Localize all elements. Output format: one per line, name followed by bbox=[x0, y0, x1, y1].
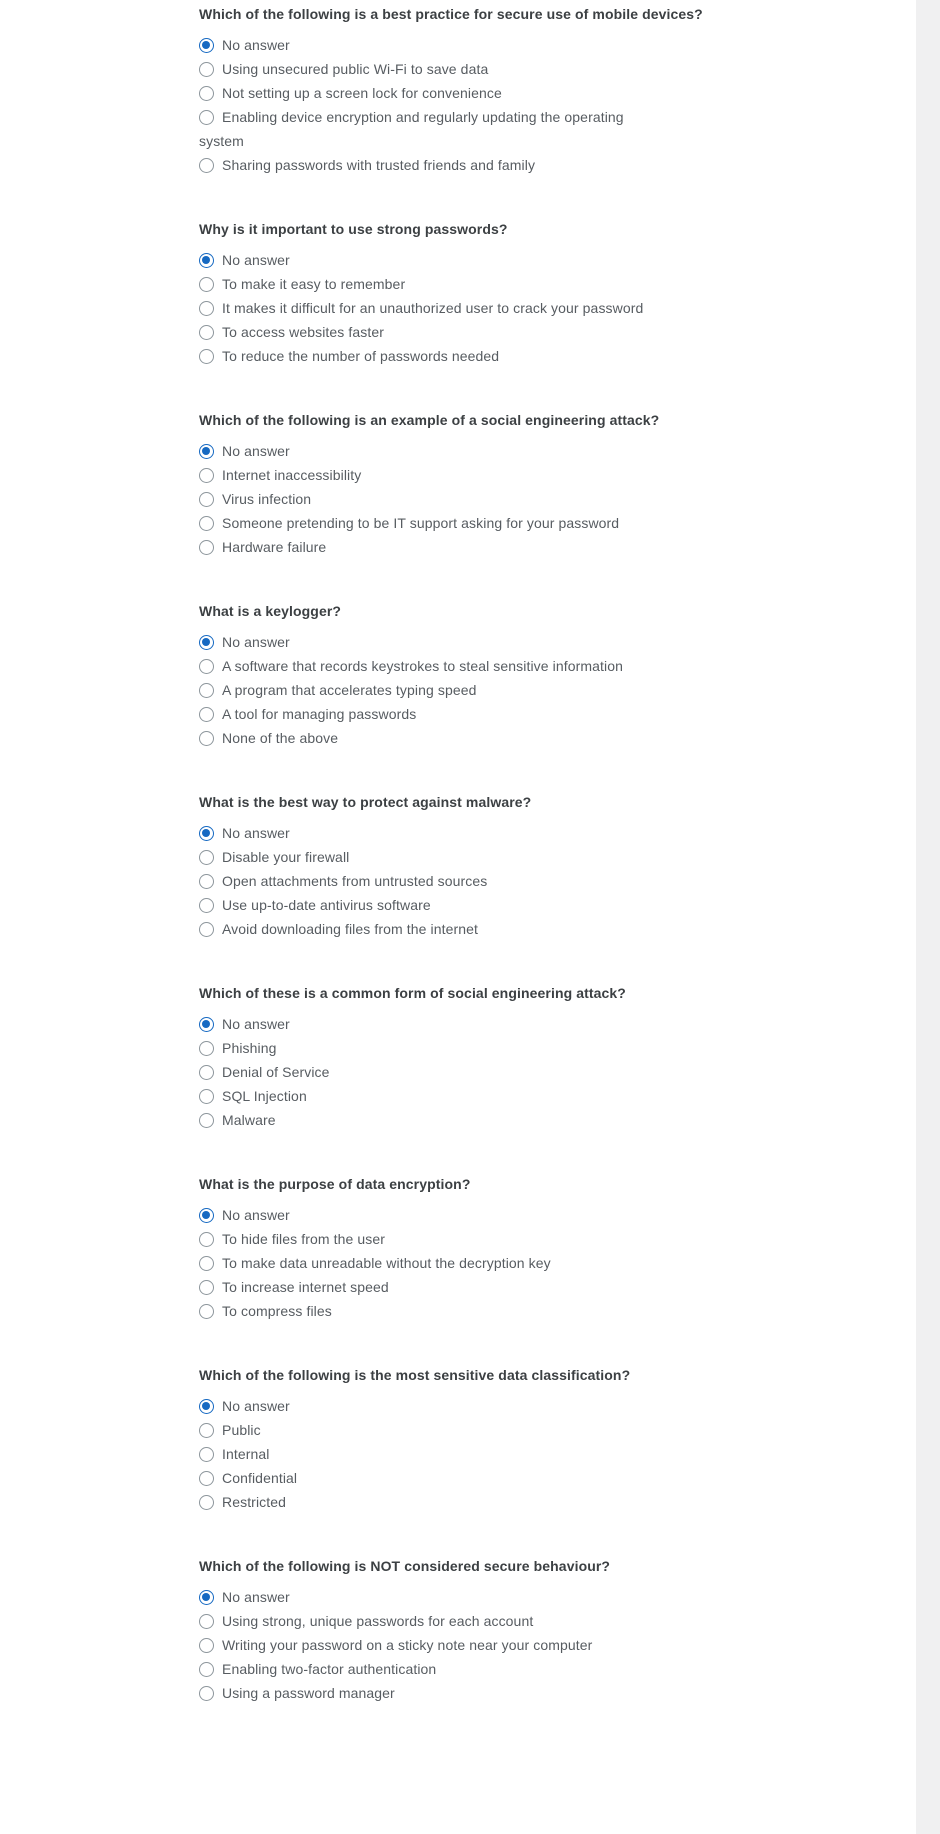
radio-button-icon[interactable] bbox=[199, 468, 214, 483]
radio-button-icon[interactable] bbox=[199, 1495, 214, 1510]
option-label: To compress files bbox=[222, 1303, 332, 1319]
option-label: SQL Injection bbox=[222, 1088, 307, 1104]
option-label: Phishing bbox=[222, 1040, 277, 1056]
option-group bbox=[199, 248, 644, 368]
radio-button-icon[interactable] bbox=[199, 1208, 214, 1223]
radio-button-icon[interactable] bbox=[199, 898, 214, 913]
radio-button-icon[interactable] bbox=[199, 1089, 214, 1104]
option-label: To reduce the number of passwords needed bbox=[222, 348, 500, 364]
radio-option[interactable] bbox=[199, 1251, 644, 1275]
radio-option[interactable] bbox=[199, 1466, 644, 1490]
radio-button-icon[interactable] bbox=[199, 683, 214, 698]
question-title: What is a keylogger? bbox=[199, 603, 342, 619]
radio-option[interactable] bbox=[199, 654, 644, 678]
option-label: Sharing passwords with trusted friends and family bbox=[222, 157, 536, 173]
radio-button-icon[interactable] bbox=[199, 1017, 214, 1032]
radio-button-icon[interactable] bbox=[199, 1614, 214, 1629]
option-label: Someone pretending to be IT support asking for your password bbox=[222, 515, 620, 531]
option-label: A program that accelerates typing speed bbox=[222, 682, 477, 698]
option-label: Using unsecured public Wi-Fi to save data bbox=[222, 61, 489, 77]
radio-option[interactable] bbox=[199, 845, 644, 869]
radio-option[interactable] bbox=[199, 153, 644, 177]
radio-button-icon[interactable] bbox=[199, 850, 214, 865]
radio-option[interactable] bbox=[199, 81, 644, 105]
page-gutter bbox=[916, 0, 940, 1834]
option-label: To increase internet speed bbox=[222, 1279, 389, 1295]
option-label: No answer bbox=[222, 443, 290, 459]
radio-button-icon[interactable] bbox=[199, 516, 214, 531]
option-label: Avoid downloading files from the internet bbox=[222, 921, 478, 937]
option-group bbox=[199, 630, 644, 750]
option-label: A software that records keystrokes to steal sensitive information bbox=[222, 658, 624, 674]
radio-button-icon[interactable] bbox=[199, 62, 214, 77]
option-label: To hide files from the user bbox=[222, 1231, 385, 1247]
option-label: Denial of Service bbox=[222, 1064, 330, 1080]
question-title: Why is it important to use strong passwords? bbox=[199, 221, 508, 237]
question-block bbox=[199, 4, 714, 177]
option-label: Virus infection bbox=[222, 491, 312, 507]
radio-button-icon[interactable] bbox=[199, 444, 214, 459]
radio-button-icon[interactable] bbox=[199, 635, 214, 650]
option-label: Writing your password on a sticky note near your computer bbox=[222, 1637, 593, 1653]
option-label: No answer bbox=[222, 37, 290, 53]
option-group bbox=[199, 1585, 644, 1705]
radio-button-icon[interactable] bbox=[199, 659, 214, 674]
radio-option[interactable] bbox=[199, 57, 644, 81]
radio-button-icon[interactable] bbox=[199, 1280, 214, 1295]
radio-button-icon[interactable] bbox=[199, 731, 214, 746]
option-label: Using strong, unique passwords for each account bbox=[222, 1613, 534, 1629]
option-label: No answer bbox=[222, 1398, 290, 1414]
option-label: To make data unreadable without the decryption key bbox=[222, 1255, 551, 1271]
option-label: Internal bbox=[222, 1446, 270, 1462]
radio-button-icon[interactable] bbox=[199, 1113, 214, 1128]
radio-button-icon[interactable] bbox=[199, 1686, 214, 1701]
option-label: Disable your firewall bbox=[222, 849, 350, 865]
option-label: Enabling device encryption and regularly updating the operating system bbox=[199, 109, 624, 149]
radio-option[interactable] bbox=[199, 1490, 644, 1514]
radio-option[interactable] bbox=[199, 487, 644, 511]
radio-button-icon[interactable] bbox=[199, 1662, 214, 1677]
radio-option[interactable] bbox=[199, 1036, 644, 1060]
option-label: No answer bbox=[222, 1589, 290, 1605]
option-label: Public bbox=[222, 1422, 261, 1438]
option-label: Open attachments from untrusted sources bbox=[222, 873, 488, 889]
radio-button-icon[interactable] bbox=[199, 1638, 214, 1653]
radio-option[interactable] bbox=[199, 702, 644, 726]
question-block bbox=[199, 601, 714, 750]
radio-option[interactable] bbox=[199, 511, 644, 535]
question-block bbox=[199, 1174, 714, 1323]
radio-button-icon[interactable] bbox=[199, 1423, 214, 1438]
radio-button-icon[interactable] bbox=[199, 1590, 214, 1605]
question-title: Which of the following is NOT considered secure behaviour? bbox=[199, 1558, 611, 1574]
option-label: Malware bbox=[222, 1112, 276, 1128]
radio-option[interactable] bbox=[199, 320, 644, 344]
radio-option[interactable] bbox=[199, 1084, 644, 1108]
option-label: Enabling two-factor authentication bbox=[222, 1661, 437, 1677]
radio-option[interactable] bbox=[199, 1609, 644, 1633]
radio-option[interactable] bbox=[199, 1275, 644, 1299]
option-label: Internet inaccessibility bbox=[222, 467, 362, 483]
radio-option[interactable] bbox=[199, 1060, 644, 1084]
option-label: No answer bbox=[222, 825, 290, 841]
question-block bbox=[199, 792, 714, 941]
radio-button-icon[interactable] bbox=[199, 1304, 214, 1319]
option-group bbox=[199, 33, 644, 177]
option-label: Hardware failure bbox=[222, 539, 327, 555]
option-label: Use up-to-date antivirus software bbox=[222, 897, 431, 913]
radio-option[interactable] bbox=[199, 821, 644, 845]
question-block bbox=[199, 983, 714, 1132]
question-block bbox=[199, 1556, 714, 1705]
option-label: No answer bbox=[222, 1016, 290, 1032]
radio-button-icon[interactable] bbox=[199, 1065, 214, 1080]
option-label: Confidential bbox=[222, 1470, 298, 1486]
radio-option[interactable] bbox=[199, 1012, 644, 1036]
option-label: To make it easy to remember bbox=[222, 276, 406, 292]
option-label: Using a password manager bbox=[222, 1685, 395, 1701]
option-label: Restricted bbox=[222, 1494, 287, 1510]
radio-button-icon[interactable] bbox=[199, 1041, 214, 1056]
radio-option[interactable] bbox=[199, 105, 644, 153]
option-label: It makes it difficult for an unauthorized user to crack your password bbox=[222, 300, 644, 316]
radio-option[interactable] bbox=[199, 248, 644, 272]
radio-option[interactable] bbox=[199, 630, 644, 654]
radio-button-icon[interactable] bbox=[199, 277, 214, 292]
radio-button-icon[interactable] bbox=[199, 253, 214, 268]
radio-button-icon[interactable] bbox=[199, 1471, 214, 1486]
radio-button-icon[interactable] bbox=[199, 110, 214, 125]
radio-button-icon[interactable] bbox=[199, 86, 214, 101]
radio-button-icon[interactable] bbox=[199, 38, 214, 53]
question-title: Which of the following is a best practice for secure use of mobile devices? bbox=[199, 6, 703, 22]
option-label: No answer bbox=[222, 634, 290, 650]
question-block bbox=[199, 410, 714, 559]
option-label: No answer bbox=[222, 1207, 290, 1223]
radio-button-icon[interactable] bbox=[199, 349, 214, 364]
question-title: Which of the following is an example of a social engineering attack? bbox=[199, 412, 660, 428]
option-group bbox=[199, 1203, 644, 1323]
option-group bbox=[199, 821, 644, 941]
radio-button-icon[interactable] bbox=[199, 1399, 214, 1414]
radio-option[interactable] bbox=[199, 1227, 644, 1251]
radio-option[interactable] bbox=[199, 1657, 644, 1681]
radio-option[interactable] bbox=[199, 678, 644, 702]
radio-option[interactable] bbox=[199, 1585, 644, 1609]
radio-option[interactable] bbox=[199, 1394, 644, 1418]
radio-button-icon[interactable] bbox=[199, 540, 214, 555]
option-label: A tool for managing passwords bbox=[222, 706, 417, 722]
radio-option[interactable] bbox=[199, 1633, 644, 1657]
radio-option[interactable] bbox=[199, 33, 644, 57]
radio-button-icon[interactable] bbox=[199, 158, 214, 173]
radio-button-icon[interactable] bbox=[199, 922, 214, 937]
question-title: Which of the following is the most sensitive data classification? bbox=[199, 1367, 631, 1383]
option-label: Not setting up a screen lock for convenience bbox=[222, 85, 502, 101]
radio-button-icon[interactable] bbox=[199, 826, 214, 841]
question-title: What is the purpose of data encryption? bbox=[199, 1176, 471, 1192]
radio-option[interactable] bbox=[199, 439, 644, 463]
radio-option[interactable] bbox=[199, 1418, 644, 1442]
option-label: None of the above bbox=[222, 730, 339, 746]
radio-option[interactable] bbox=[199, 344, 644, 368]
radio-option[interactable] bbox=[199, 1681, 644, 1705]
radio-option[interactable] bbox=[199, 296, 644, 320]
question-block bbox=[199, 1365, 714, 1514]
radio-button-icon[interactable] bbox=[199, 1232, 214, 1247]
radio-option[interactable] bbox=[199, 463, 644, 487]
radio-option[interactable] bbox=[199, 1203, 644, 1227]
radio-button-icon[interactable] bbox=[199, 874, 214, 889]
option-label: To access websites faster bbox=[222, 324, 385, 340]
radio-option[interactable] bbox=[199, 1299, 644, 1323]
question-block bbox=[199, 219, 714, 368]
radio-button-icon[interactable] bbox=[199, 1447, 214, 1462]
survey-question-list bbox=[199, 4, 714, 1747]
radio-option[interactable] bbox=[199, 1108, 644, 1132]
radio-button-icon[interactable] bbox=[199, 325, 214, 340]
question-title: Which of these is a common form of social engineering attack? bbox=[199, 985, 626, 1001]
radio-option[interactable] bbox=[199, 535, 644, 559]
radio-option[interactable] bbox=[199, 272, 644, 296]
option-label: No answer bbox=[222, 252, 290, 268]
option-group bbox=[199, 1012, 644, 1132]
radio-option[interactable] bbox=[199, 726, 644, 750]
radio-option[interactable] bbox=[199, 917, 644, 941]
radio-option[interactable] bbox=[199, 1442, 644, 1466]
option-group bbox=[199, 1394, 644, 1514]
radio-button-icon[interactable] bbox=[199, 301, 214, 316]
radio-button-icon[interactable] bbox=[199, 1256, 214, 1271]
radio-button-icon[interactable] bbox=[199, 492, 214, 507]
radio-option[interactable] bbox=[199, 869, 644, 893]
radio-option[interactable] bbox=[199, 893, 644, 917]
question-title: What is the best way to protect against malware? bbox=[199, 794, 532, 810]
option-group bbox=[199, 439, 644, 559]
radio-button-icon[interactable] bbox=[199, 707, 214, 722]
